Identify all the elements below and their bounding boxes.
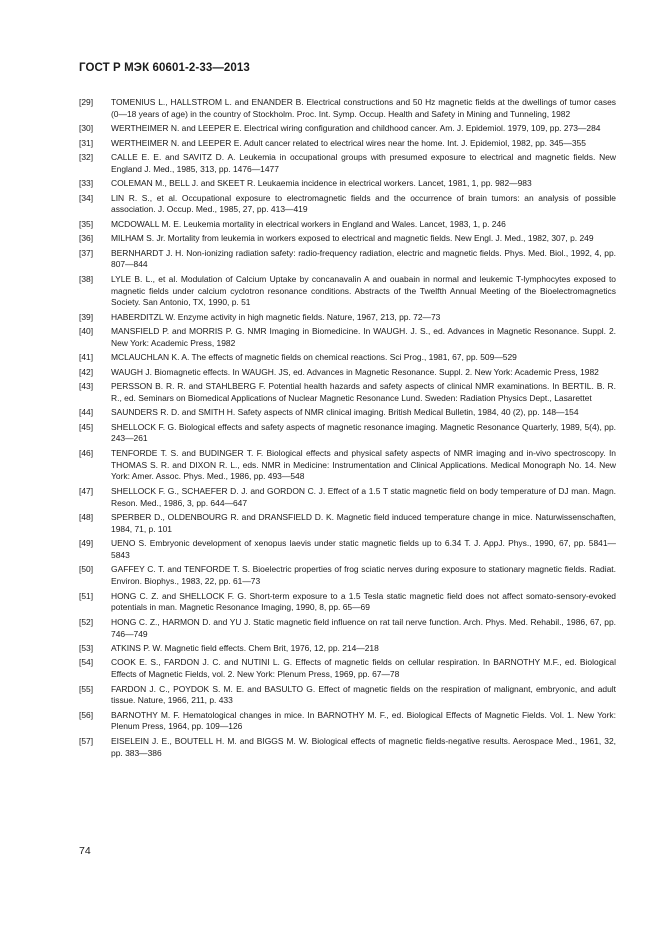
reference-number: [37] xyxy=(79,247,94,258)
reference-item xyxy=(79,123,616,135)
reference-item xyxy=(79,684,616,708)
reference-item xyxy=(79,591,616,615)
reference-text: PERSSON B. R. R. and STAHLBERG F. Potential health hazards and safety aspects of clinical NMR examinations. In BERTIL. B. R. R., ed. Seminars on Biomedical Applications of Nuclear Magnetic Resonance Lund. Sweden: Radiation Physics Dept., Lasarettet xyxy=(111,381,616,403)
reference-number: [57] xyxy=(79,735,94,746)
reference-text: MANSFIELD P. and MORRIS P. G. NMR Imaging in Biomedicine. In WAUGH. J. S., ed. Advances in Magnetic Resonance. Suppl. 2. New York: Academic Press, 1982 xyxy=(111,326,616,348)
reference-text: WERTHEIMER N. and LEEPER E. Electrical wiring configuration and childhood cancer. Am. J. Epidemiol. 1979, 109, pp. 273—284 xyxy=(111,123,601,134)
reference-item xyxy=(79,538,616,562)
reference-item xyxy=(79,422,616,446)
reference-text: CALLE E. E. and SAVITZ D. A. Leukemia in occupational groups with presumed exposure to electrical and magnetic fields. New England J. Med., 1985, 313, pp. 1476—1477 xyxy=(111,151,616,174)
reference-text: SPERBER D., OLDENBOURG R. and DRANSFIELD D. K. Magnetic field induced temperature change in mice. Naturwissenschaften, 1984, 71, p. 101 xyxy=(111,511,616,534)
reference-number: [48] xyxy=(79,511,94,522)
reference-number: [50] xyxy=(79,564,94,575)
reference-text: FARDON J. C., POYDOK S. M. E. and BASULTO G. Effect of magnetic fields on the respiration of malignant, embryonic, and adult tissue. Nature, 1966, 211, p. 433 xyxy=(111,683,616,706)
reference-number: [29] xyxy=(79,97,94,107)
reference-item xyxy=(79,486,616,510)
reference-number: [43] xyxy=(79,381,94,392)
reference-text: SHELLOCK F. G., SCHAEFER D. J. and GORDON C. J. Effect of a 1.5 T static magnetic field on body temperature of DJ man. Magn. Reson. Med., 1986, 3, pp. 644—647 xyxy=(111,485,616,508)
reference-number: [36] xyxy=(79,233,94,244)
reference-number: [41] xyxy=(79,352,94,363)
reference-text: EISELEIN J. E., BOUTELL H. M. and BIGGS M. W. Biological effects of magnetic fields-negative results. Aerospace Med., 1961, 32, pp. 383—386 xyxy=(111,735,616,758)
reference-item xyxy=(79,219,616,231)
reference-item xyxy=(79,736,616,760)
reference-number: [39] xyxy=(79,311,94,322)
reference-number: [40] xyxy=(79,326,94,337)
reference-text: WERTHEIMER N. and LEEPER E. Adult cancer related to electrical wires near the home. Int. J. Epidemiol, 1982, pp. 345—355 xyxy=(111,137,586,148)
reference-item xyxy=(79,564,616,588)
reference-text: WAUGH J. Biomagnetic effects. In WAUGH. JS, ed. Advances in Magnetic Resonance. Suppl. 2. New York: Academic Press, 1982 xyxy=(111,366,599,377)
reference-text: MILHAM S. Jr. Mortality from leukemia in workers exposed to electrical and magnetic fields. New Engl. J. Med., 1982, 307, p. 249 xyxy=(111,233,594,244)
reference-number: [45] xyxy=(79,421,94,432)
reference-number: [44] xyxy=(79,407,94,418)
reference-number: [51] xyxy=(79,590,94,601)
reference-text: MCDOWALL M. E. Leukemia mortality in electrical workers in England and Wales. Lancet, 1983, 1, p. 246 xyxy=(111,218,506,229)
reference-item xyxy=(79,710,616,734)
reference-number: [38] xyxy=(79,273,94,284)
reference-text: ATKINS P. W. Magnetic field effects. Chem Brit, 1976, 12, pp. 214—218 xyxy=(111,642,379,653)
reference-item xyxy=(79,97,616,121)
reference-number: [56] xyxy=(79,709,94,720)
page-number: 74 xyxy=(79,845,91,857)
reference-number: [32] xyxy=(79,151,94,162)
reference-text: TENFORDE T. S. and BUDINGER T. F. Biological effects and physical safety aspects of NMR imaging and in-vivo spectroscopy. In THOMAS S. R. and DIXON R. L., eds. NMR in Medicine: Instrumentation and Clinical Applications. Medical Monograph No. 14. New York: Amer. Assoc. Phys. Med., 1986, pp. 493—548 xyxy=(111,447,616,482)
reference-item xyxy=(79,381,616,405)
reference-text: MCLAUCHLAN K. A. The effects of magnetic fields on chemical reactions. Sci Prog., 1981, 67, pp. 509—529 xyxy=(111,352,517,363)
reference-text: SHELLOCK F. G. Biological effects and safety aspects of magnetic resonance imaging. Magnetic Resonance Quarterly, 1989, 5(4), pp. 243—261 xyxy=(111,421,616,444)
reference-text: BERNHARDT J. H. Non-ionizing radiation safety: radio-frequency radiation, electric and magnetic fields. Phys. Med. Biol., 1992, 4, pp. 807—844 xyxy=(111,247,616,270)
reference-item xyxy=(79,448,616,483)
reference-item xyxy=(79,407,616,419)
reference-item xyxy=(79,617,616,641)
reference-number: [33] xyxy=(79,178,94,189)
reference-number: [30] xyxy=(79,123,94,134)
reference-item xyxy=(79,512,616,536)
reference-item xyxy=(79,152,616,176)
reference-item xyxy=(79,643,616,655)
reference-text: HONG C. Z. and SHELLOCK F. G. Short-term exposure to a 1.5 Tesla static magnetic field does not affect somato-sensory-evoked potentials in man. Magnetic Resonance Imaging, 1990, 8, pp. 65—69 xyxy=(111,590,616,613)
reference-text: LYLE B. L., et al. Modulation of Calcium Uptake by concanavalin A and ouabain in normal and leukemic T-lymphocytes exposed to magnetic fields under calcium cyclotron resonance conditions. Abstracts of the Twelfth Annual Meeting of the Bioelectromagnetics Society. San Antonio, TX, 1990, p. 51 xyxy=(111,273,616,308)
reference-text: GAFFEY C. T. and TENFORDE T. S. Bioelectric properties of frog sciatic nerves during exposure to stationary magnetic fields. Radiat. Environ. Biophys., 1983, 22, pp. 61—73 xyxy=(111,564,616,587)
reference-number: [54] xyxy=(79,657,94,668)
reference-number: [42] xyxy=(79,366,94,377)
reference-text: BARNOTHY M. F. Hematological changes in mice. In BARNOTHY M. F., ed. Biological Effects of Magnetic Fields. Vol. 1. New York: Plenum Press, 1964, pp. 109—126 xyxy=(111,709,616,732)
reference-text: COOK E. S., FARDON J. C. and NUTINI L. G. Effects of magnetic fields on cellular respiration. In BARNOTHY M.F., ed. Biological Effects of Magnetic Fields, vol. 2. New York: Plenum Press, 1969, pp. 67—78 xyxy=(111,657,616,680)
reference-item xyxy=(79,312,616,324)
reference-text: TOMENIUS L., HALLSTROM L. and ENANDER B. Electrical constructions and 50 Hz magnetic fields at the dwellings of tumor cases (0—18 years of age) in the country of Stockholm. Proc. Int. Symp. Occup. Health and Safety in Mining and Tunneling, 1982 xyxy=(111,97,616,119)
reference-number: [52] xyxy=(79,616,94,627)
reference-number: [47] xyxy=(79,485,94,496)
reference-number: [49] xyxy=(79,538,94,549)
reference-text: SAUNDERS R. D. and SMITH H. Safety aspects of NMR clinical imaging. British Medical Bulletin, 1984, 40 (2), pp. 148—154 xyxy=(111,407,579,418)
reference-number: [34] xyxy=(79,192,94,203)
reference-list xyxy=(79,97,616,762)
reference-number: [53] xyxy=(79,642,94,653)
reference-item xyxy=(79,248,616,272)
reference-number: [46] xyxy=(79,447,94,458)
reference-number: [35] xyxy=(79,218,94,229)
reference-number: [31] xyxy=(79,137,94,148)
reference-text: COLEMAN M., BELL J. and SKEET R. Leukaemia incidence in electrical workers. Lancet, 1981, 1, pp. 982—983 xyxy=(111,178,532,189)
reference-text: UENO S. Embryonic development of xenopus laevis under static magnetic fields up to 6.34 T. J. AppJ. Phys., 1990, 67, pp. 5841—5843 xyxy=(111,538,616,560)
reference-text: HONG C. Z., HARMON D. and YU J. Static magnetic field influence on rat tail nerve function. Arch. Phys. Med. Rehabil., 1986, 67, pp. 746—749 xyxy=(111,616,616,639)
reference-item xyxy=(79,274,616,309)
reference-text: LIN R. S., et al. Occupational exposure to electromagnetic fields and the occurrence of brain tumors: an analysis of possible association. J. Occup. Med., 1985, 27, pp. 413—419 xyxy=(111,192,616,215)
reference-item xyxy=(79,326,616,350)
page-header: ГОСТ Р МЭК 60601-2-33—2013 xyxy=(79,62,250,74)
reference-number: [55] xyxy=(79,683,94,694)
reference-text: HABERDITZL W. Enzyme activity in high magnetic fields. Nature, 1967, 213, pp. 72—73 xyxy=(111,311,441,322)
reference-item xyxy=(79,178,616,190)
reference-item xyxy=(79,193,616,217)
reference-item xyxy=(79,138,616,150)
reference-item xyxy=(79,352,616,364)
reference-item xyxy=(79,233,616,245)
reference-item xyxy=(79,367,616,379)
reference-item xyxy=(79,657,616,681)
